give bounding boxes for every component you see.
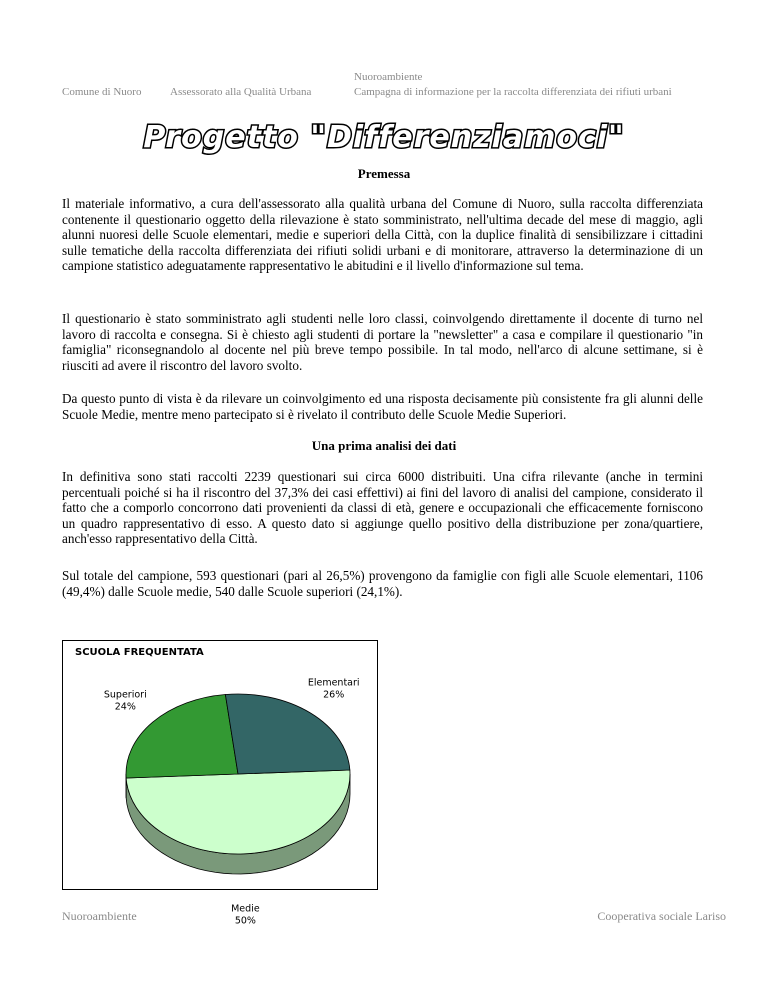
paragraph-sample: Sul totale del campione, 593 questionari (pari al 26,5%) provengono da famiglie con figli alle Scuole elementari, 1106 (49,4%) dalle Scuole medie, 540 dalle Scuole superiori (24,1%). bbox=[62, 568, 703, 599]
pie-label-value: 24% bbox=[114, 701, 136, 713]
pie-label-medie bbox=[231, 904, 260, 927]
paragraph-method: Il questionario è stato somministrato agli studenti nelle loro classi, coinvolgendo direttamente il docente di turno nel lavoro di raccolta e consegna. Si è chiesto agli studenti di portare la "newsletter" a casa e compilare il questionario "in famiglia" riconsegnandolo al docente nel più breve tempo possibile. In tal modo, nell'arco di alcune settimane, si è riusciti ad avere il riscontro del lavoro svolto. bbox=[62, 311, 703, 373]
document-title-text: Progetto "Differenziamoci" bbox=[143, 120, 625, 155]
footer-right: Cooperativa sociale Lariso bbox=[597, 909, 726, 923]
header-campaign: Campagna di informazione per la raccolta differenziata dei rifiuti urbani bbox=[354, 86, 672, 98]
pie-label-name: Medie bbox=[231, 903, 260, 915]
chart-title: SCUOLA FREQUENTATA bbox=[75, 647, 204, 658]
pie-slice-elementari bbox=[225, 694, 349, 774]
pie-label-elementari bbox=[308, 678, 360, 701]
paragraph-analysis: In definitiva sono stati raccolti 2239 questionari sui circa 6000 distribuiti. Una cifra rilevante (anche in termini percentuali poiché si ha il riscontro del 37,3% dei casi effettivi) ai fini del lavoro di analisi del campione, considerato il fatto che a comporlo concorrono dati provenienti da classi di età, genere e occupazionali che efficacemente forniscono un quadro rappresentativo di esso. A questo dato si aggiunge quello positivo della distribuzione per zona/quartiere, anch'esso rappresentativo della Città. bbox=[62, 469, 703, 547]
header-department: Assessorato alla Qualità Urbana bbox=[170, 86, 312, 98]
pie-label-superiori bbox=[104, 690, 147, 713]
premessa-heading: Premessa bbox=[357, 166, 411, 181]
paragraph-intro: Il materiale informativo, a cura dell'assessorato alla qualità urbana del Comune di Nuoro, sulla raccolta differenziata contenente il questionario oggetto della rilevazione è stato somministrato, nell'ultima decade del mese di maggio, agli alunni nuoresi delle Scuole elementari, medie e superiori della Città, con la duplice finalità di sensibilizzare i cittadini sulle tematiche della raccolta differenziata dei rifiuti solidi urbani e di monitorare, attraverso la determinazione di un campione statistico adeguatamente rappresentativo le abitudini e il livello d'informazione sul tema. bbox=[62, 196, 703, 274]
header-brand: Nuoroambiente bbox=[354, 71, 423, 83]
header-municipality: Comune di Nuoro bbox=[62, 86, 142, 98]
footer-left: Nuoroambiente bbox=[62, 909, 137, 923]
paragraph-participation: Da questo punto di vista è da rilevare un coinvolgimento ed una risposta decisamente più consistente fra gli alunni delle Scuole Medie, mentre meno partecipato si è rivelato il contributo delle Scuole Medie Superiori. bbox=[62, 391, 703, 422]
analisi-heading: Una prima analisi dei dati bbox=[311, 438, 457, 453]
pie-slice-superiori bbox=[126, 695, 238, 778]
pie-label-value: 50% bbox=[234, 915, 256, 927]
pie-label-value: 26% bbox=[323, 689, 345, 701]
pie-label-name: Elementari bbox=[307, 677, 360, 689]
pie-label-name: Superiori bbox=[103, 689, 147, 701]
document-title bbox=[0, 114, 768, 158]
